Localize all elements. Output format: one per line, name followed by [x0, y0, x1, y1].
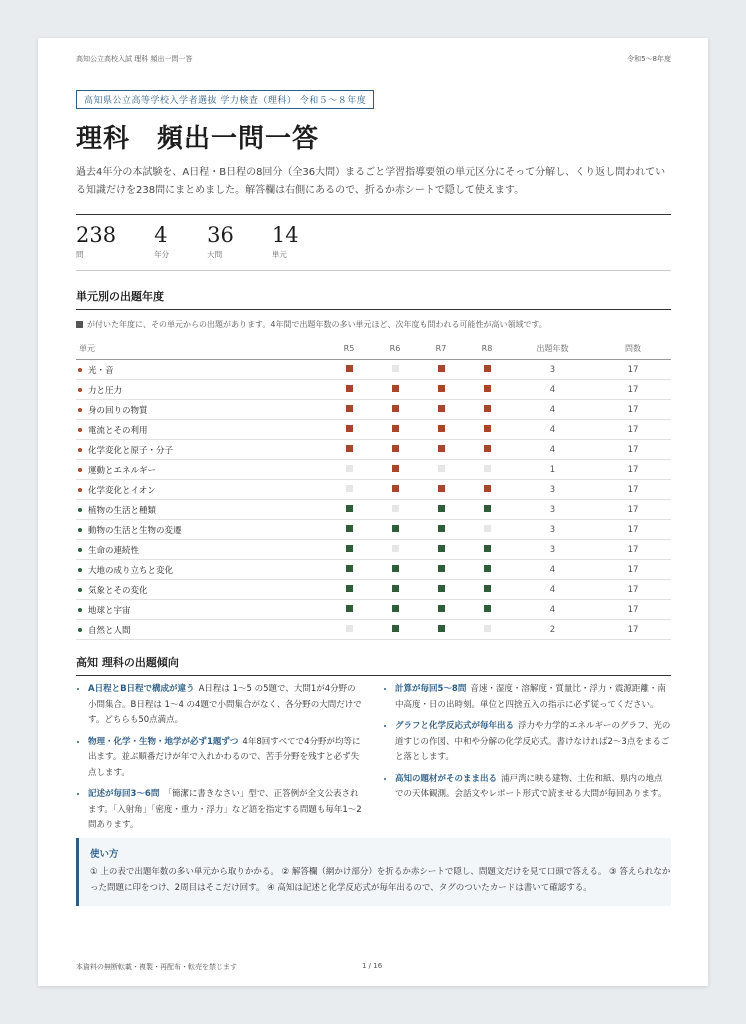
table-header-row — [76, 338, 671, 360]
table-body — [76, 360, 671, 640]
year-cell — [372, 540, 418, 560]
table-row — [76, 620, 671, 640]
asked-marker — [346, 525, 353, 532]
unit-cell — [76, 440, 326, 460]
not-asked-marker — [346, 485, 353, 492]
asked-marker — [392, 605, 399, 612]
year-cell — [372, 620, 418, 640]
not-asked-marker — [484, 465, 491, 472]
year-cell — [372, 440, 418, 460]
questions-cell: 17 — [595, 560, 671, 580]
trend-column-right — [383, 682, 671, 840]
table-note — [76, 319, 671, 330]
year-cell — [418, 560, 464, 580]
count-cell: 4 — [510, 440, 595, 460]
header-count: 出題年数 — [510, 338, 595, 360]
year-cell — [326, 560, 372, 580]
bullet-dot-icon — [78, 388, 82, 392]
questions-cell: 17 — [595, 540, 671, 560]
questions-cell: 17 — [595, 580, 671, 600]
count-cell: 4 — [510, 580, 595, 600]
table-row — [76, 600, 671, 620]
unit-name: 自然と人間 — [88, 625, 131, 636]
bullet-dot-icon — [78, 468, 82, 472]
asked-marker — [392, 465, 399, 472]
year-cell — [418, 460, 464, 480]
table-row — [76, 540, 671, 560]
bullet-dot-icon — [78, 528, 82, 532]
year-cell — [418, 400, 464, 420]
header-year: R7 — [418, 338, 464, 360]
unit-year-table — [76, 338, 671, 640]
unit-name: 電流とその利用 — [88, 425, 148, 436]
year-cell — [326, 540, 372, 560]
year-cell — [372, 600, 418, 620]
year-cell — [464, 520, 510, 540]
asked-marker — [346, 585, 353, 592]
stat-label: 問 — [76, 250, 84, 259]
not-asked-marker — [484, 625, 491, 632]
table-row — [76, 480, 671, 500]
year-cell — [464, 540, 510, 560]
unit-name: 気象とその変化 — [88, 585, 148, 596]
count-cell: 1 — [510, 460, 595, 480]
unit-name: 光・音 — [88, 365, 114, 376]
year-cell — [372, 560, 418, 580]
not-asked-marker — [346, 625, 353, 632]
asked-marker — [438, 605, 445, 612]
asked-marker — [484, 605, 491, 612]
trend-item — [88, 787, 364, 834]
year-cell — [372, 360, 418, 380]
year-cell — [372, 580, 418, 600]
unit-cell — [76, 400, 326, 420]
unit-name: 生命の連続性 — [88, 545, 140, 556]
year-cell — [464, 440, 510, 460]
how-to-use-box — [76, 838, 671, 906]
year-cell — [326, 400, 372, 420]
running-header-left: 高知公立高校入試 理科 頻出一問一答 — [76, 55, 193, 63]
unit-cell — [76, 620, 326, 640]
table-row — [76, 580, 671, 600]
questions-cell: 17 — [595, 460, 671, 480]
year-cell — [418, 580, 464, 600]
unit-name: 植物の生活と種類 — [88, 505, 157, 516]
bullet-dot-icon — [78, 368, 82, 372]
not-asked-marker — [392, 365, 399, 372]
unit-name: 地球と宇宙 — [88, 605, 131, 616]
trend-keyword: 高知の題材がそのまま出る — [395, 773, 498, 784]
page-title: 理科 頻出一問一答 — [76, 124, 320, 154]
not-asked-marker — [484, 525, 491, 532]
year-cell — [372, 380, 418, 400]
bullet-dot-icon — [78, 568, 82, 572]
bullet-dot-icon — [78, 428, 82, 432]
asked-marker — [484, 585, 491, 592]
unit-cell — [76, 520, 326, 540]
questions-cell: 17 — [595, 520, 671, 540]
asked-marker — [392, 385, 399, 392]
unit-cell — [76, 380, 326, 400]
asked-marker — [484, 545, 491, 552]
year-cell — [372, 480, 418, 500]
year-cell — [464, 360, 510, 380]
unit-cell — [76, 500, 326, 520]
unit-cell — [76, 360, 326, 380]
legend-square-icon — [76, 321, 83, 328]
table-row — [76, 560, 671, 580]
count-cell: 4 — [510, 420, 595, 440]
table-row — [76, 360, 671, 380]
year-cell — [418, 600, 464, 620]
asked-marker — [438, 525, 445, 532]
count-cell: 4 — [510, 400, 595, 420]
asked-marker — [392, 485, 399, 492]
unit-cell — [76, 460, 326, 480]
year-cell — [326, 480, 372, 500]
stat-label: 単元 — [271, 250, 287, 259]
asked-marker — [438, 385, 445, 392]
asked-marker — [484, 365, 491, 372]
table-row — [76, 400, 671, 420]
asked-marker — [346, 565, 353, 572]
asked-marker — [392, 425, 399, 432]
year-cell — [326, 360, 372, 380]
trend-text: 浮力や力学的エネルギーのグラフ、光の道すじの作図、中和や分解の化学反応式。書けなければ2～3点をまるごと落とします。 — [395, 721, 671, 762]
trend-text: 「簡潔に書きなさい」型で、正答例が全文公表されます。「入射角」「密度・重力・浮力」など語を指定する問題も毎年1～2問あります。 — [88, 789, 362, 830]
unit-cell — [76, 560, 326, 580]
questions-cell: 17 — [595, 360, 671, 380]
year-cell — [464, 580, 510, 600]
header-year: R6 — [372, 338, 418, 360]
count-cell: 2 — [510, 620, 595, 640]
unit-cell — [76, 540, 326, 560]
bullet-dot-icon — [78, 508, 82, 512]
asked-marker — [438, 625, 445, 632]
year-cell — [326, 460, 372, 480]
trend-item — [395, 772, 671, 803]
stats-row — [76, 222, 671, 260]
asked-marker — [484, 405, 491, 412]
unit-cell — [76, 580, 326, 600]
questions-cell: 17 — [595, 620, 671, 640]
running-header — [76, 54, 671, 64]
asked-marker — [484, 445, 491, 452]
asked-marker — [484, 485, 491, 492]
year-cell — [372, 500, 418, 520]
bullet-dot-icon — [78, 408, 82, 412]
bullet-dot-icon — [78, 628, 82, 632]
unit-name: 運動とエネルギー — [88, 465, 157, 476]
count-cell: 4 — [510, 600, 595, 620]
asked-marker — [438, 485, 445, 492]
trend-item — [88, 682, 364, 729]
year-cell — [418, 480, 464, 500]
page-footer — [76, 962, 671, 972]
year-cell — [326, 500, 372, 520]
stat-label: 年分 — [154, 250, 170, 259]
bullet-dot-icon — [78, 448, 82, 452]
trend-columns — [76, 682, 671, 840]
year-cell — [418, 540, 464, 560]
unit-name: 力と圧力 — [88, 385, 123, 396]
how-to-use-title: 使い方 — [90, 849, 119, 860]
trend-column-left — [76, 682, 364, 840]
trend-item — [88, 735, 364, 782]
stat-label: 大問 — [207, 250, 223, 259]
stat-value: 238 — [76, 223, 117, 247]
asked-marker — [392, 405, 399, 412]
stat-value: 36 — [207, 223, 234, 247]
year-cell — [326, 420, 372, 440]
table-row — [76, 460, 671, 480]
how-to-use-text: ① 上の表で出題年数の多い単元から取りかかる。 ② 解答欄（網かけ部分）を折るか赤シートで隠し、問題文だけを見て口頭で答える。 ③ 答えられなかった問題に印をつけ、2周目はそこだけ回す。 ④ 高知は記述と化学反応式が毎年出るので、タグのついたカードは書いて確認する。 — [90, 867, 671, 893]
asked-marker — [392, 525, 399, 532]
year-cell — [418, 360, 464, 380]
asked-marker — [484, 385, 491, 392]
questions-cell: 17 — [595, 400, 671, 420]
trend-keyword: A日程とB日程で構成が違う — [88, 684, 195, 694]
section-title-units: 単元別の出題年度 — [76, 288, 671, 310]
asked-marker — [346, 425, 353, 432]
count-cell: 3 — [510, 520, 595, 540]
count-cell: 3 — [510, 500, 595, 520]
count-cell: 3 — [510, 360, 595, 380]
trend-item — [395, 682, 671, 713]
year-cell — [326, 620, 372, 640]
year-cell — [372, 520, 418, 540]
stat-questions — [76, 222, 116, 260]
year-cell — [418, 620, 464, 640]
year-cell — [464, 560, 510, 580]
asked-marker — [484, 425, 491, 432]
year-cell — [326, 600, 372, 620]
trend-text: 浦戸湾に映る建物、土佐和紙、県内の地点での天体観測。会話文やレポート形式で読ませる大問が毎回あります。 — [395, 773, 667, 799]
unit-cell — [76, 600, 326, 620]
not-asked-marker — [392, 545, 399, 552]
table-note-text: が付いた年度に、その単元からの出題があります。4年間で出題年数の多い単元ほど、次年度も問われる可能性が高い領域です。 — [87, 320, 547, 329]
asked-marker — [346, 505, 353, 512]
bullet-dot-icon — [78, 608, 82, 612]
bullet-dot-icon — [78, 548, 82, 552]
unit-name: 動物の生活と生物の変遷 — [88, 525, 182, 536]
count-cell: 3 — [510, 540, 595, 560]
asked-marker — [392, 625, 399, 632]
header-year: R8 — [464, 338, 510, 360]
year-cell — [418, 500, 464, 520]
year-cell — [372, 460, 418, 480]
header-year: R5 — [326, 338, 372, 360]
year-cell — [464, 380, 510, 400]
year-cell — [418, 420, 464, 440]
asked-marker — [346, 385, 353, 392]
asked-marker — [438, 445, 445, 452]
trend-text: A日程は 1～5 の5題で、大問1が4分野の小問集合。B日程は 1～4 の4題で小問集合がなく、各分野の大問だけです。どちらも50点満点。 — [88, 684, 362, 725]
lead-paragraph: 過去4年分の本試験を、A日程・B日程の8回分（全36大問）まるごと学習指導要領の単元区分にそって分解し、くり返し問われている知識だけを238問にまとめました。解答欄は右側にあるので、折るか赤シートで隠して使えます。 — [76, 167, 666, 196]
table-row — [76, 420, 671, 440]
trend-keyword: グラフと化学反応式が毎年出る — [395, 721, 515, 731]
table-row — [76, 380, 671, 400]
unit-cell — [76, 420, 326, 440]
unit-name: 大地の成り立ちと変化 — [88, 565, 174, 576]
year-cell — [372, 400, 418, 420]
bullet-dot-icon — [78, 488, 82, 492]
trend-keyword: 記述が毎回3～6問 — [88, 789, 160, 799]
not-asked-marker — [346, 465, 353, 472]
trend-item — [395, 719, 671, 766]
running-header-right: 令和5～8年度 — [627, 55, 671, 63]
asked-marker — [392, 585, 399, 592]
asked-marker — [438, 405, 445, 412]
stat-value: 14 — [271, 223, 299, 247]
footer-copyright: 本資料の無断転載・複製・再配布・転売を禁じます — [76, 963, 237, 971]
exam-tag: 高知県公立高等学校入学者選抜 学力検査（理科） 令和５～８年度 — [76, 90, 374, 109]
count-cell: 3 — [510, 480, 595, 500]
stat-value: 4 — [154, 223, 168, 247]
asked-marker — [438, 545, 445, 552]
trend-text: 4年8回すべてで4分野が均等に出ます。並ぶ順番だけが年で入れかわるので、苦手分野を残すと必ず失点します。 — [88, 736, 361, 778]
header-unit: 単元 — [76, 338, 326, 360]
asked-marker — [346, 605, 353, 612]
year-cell — [464, 420, 510, 440]
unit-name: 化学変化と原子・分子 — [88, 445, 174, 456]
year-cell — [464, 460, 510, 480]
table-row — [76, 500, 671, 520]
year-cell — [326, 520, 372, 540]
asked-marker — [438, 565, 445, 572]
year-cell — [464, 500, 510, 520]
trend-text: 音速・湿度・溶解度・質量比・浮力・震源距離・南中高度・日の出時刻。単位と四捨五入の指示に必ず従ってください。 — [395, 684, 666, 710]
year-cell — [418, 520, 464, 540]
trend-keyword: 計算が毎回5～8問 — [395, 684, 467, 694]
not-asked-marker — [438, 465, 445, 472]
asked-marker — [484, 505, 491, 512]
asked-marker — [392, 565, 399, 572]
year-cell — [464, 480, 510, 500]
count-cell: 4 — [510, 560, 595, 580]
asked-marker — [438, 505, 445, 512]
divider-mid — [76, 270, 671, 271]
page-number: 1 / 16 — [362, 962, 383, 970]
year-cell — [372, 420, 418, 440]
year-cell — [464, 600, 510, 620]
questions-cell: 17 — [595, 420, 671, 440]
asked-marker — [346, 365, 353, 372]
unit-name: 身の回りの物質 — [88, 405, 148, 416]
year-cell — [418, 380, 464, 400]
divider-top — [76, 214, 671, 215]
questions-cell: 17 — [595, 380, 671, 400]
stat-units — [272, 222, 299, 260]
questions-cell: 17 — [595, 480, 671, 500]
trend-keyword: 物理・化学・生物・地学が必ず1題ずつ — [88, 736, 239, 747]
header-questions: 問数 — [595, 338, 671, 360]
document-page — [38, 38, 708, 986]
questions-cell: 17 — [595, 600, 671, 620]
asked-marker — [438, 585, 445, 592]
asked-marker — [346, 405, 353, 412]
year-cell — [326, 580, 372, 600]
asked-marker — [438, 425, 445, 432]
table-row — [76, 520, 671, 540]
bullet-dot-icon — [78, 588, 82, 592]
section-title-trend: 高知 理科の出題傾向 — [76, 654, 671, 676]
asked-marker — [346, 545, 353, 552]
year-cell — [464, 400, 510, 420]
asked-marker — [392, 445, 399, 452]
stat-years — [154, 222, 169, 260]
questions-cell: 17 — [595, 500, 671, 520]
year-cell — [326, 440, 372, 460]
year-cell — [326, 380, 372, 400]
asked-marker — [438, 365, 445, 372]
not-asked-marker — [392, 505, 399, 512]
year-cell — [464, 620, 510, 640]
stat-major-questions — [207, 222, 234, 260]
questions-cell: 17 — [595, 440, 671, 460]
table-row — [76, 440, 671, 460]
unit-cell — [76, 480, 326, 500]
asked-marker — [484, 565, 491, 572]
asked-marker — [346, 445, 353, 452]
year-cell — [418, 440, 464, 460]
unit-name: 化学変化とイオン — [88, 485, 156, 496]
count-cell: 4 — [510, 380, 595, 400]
